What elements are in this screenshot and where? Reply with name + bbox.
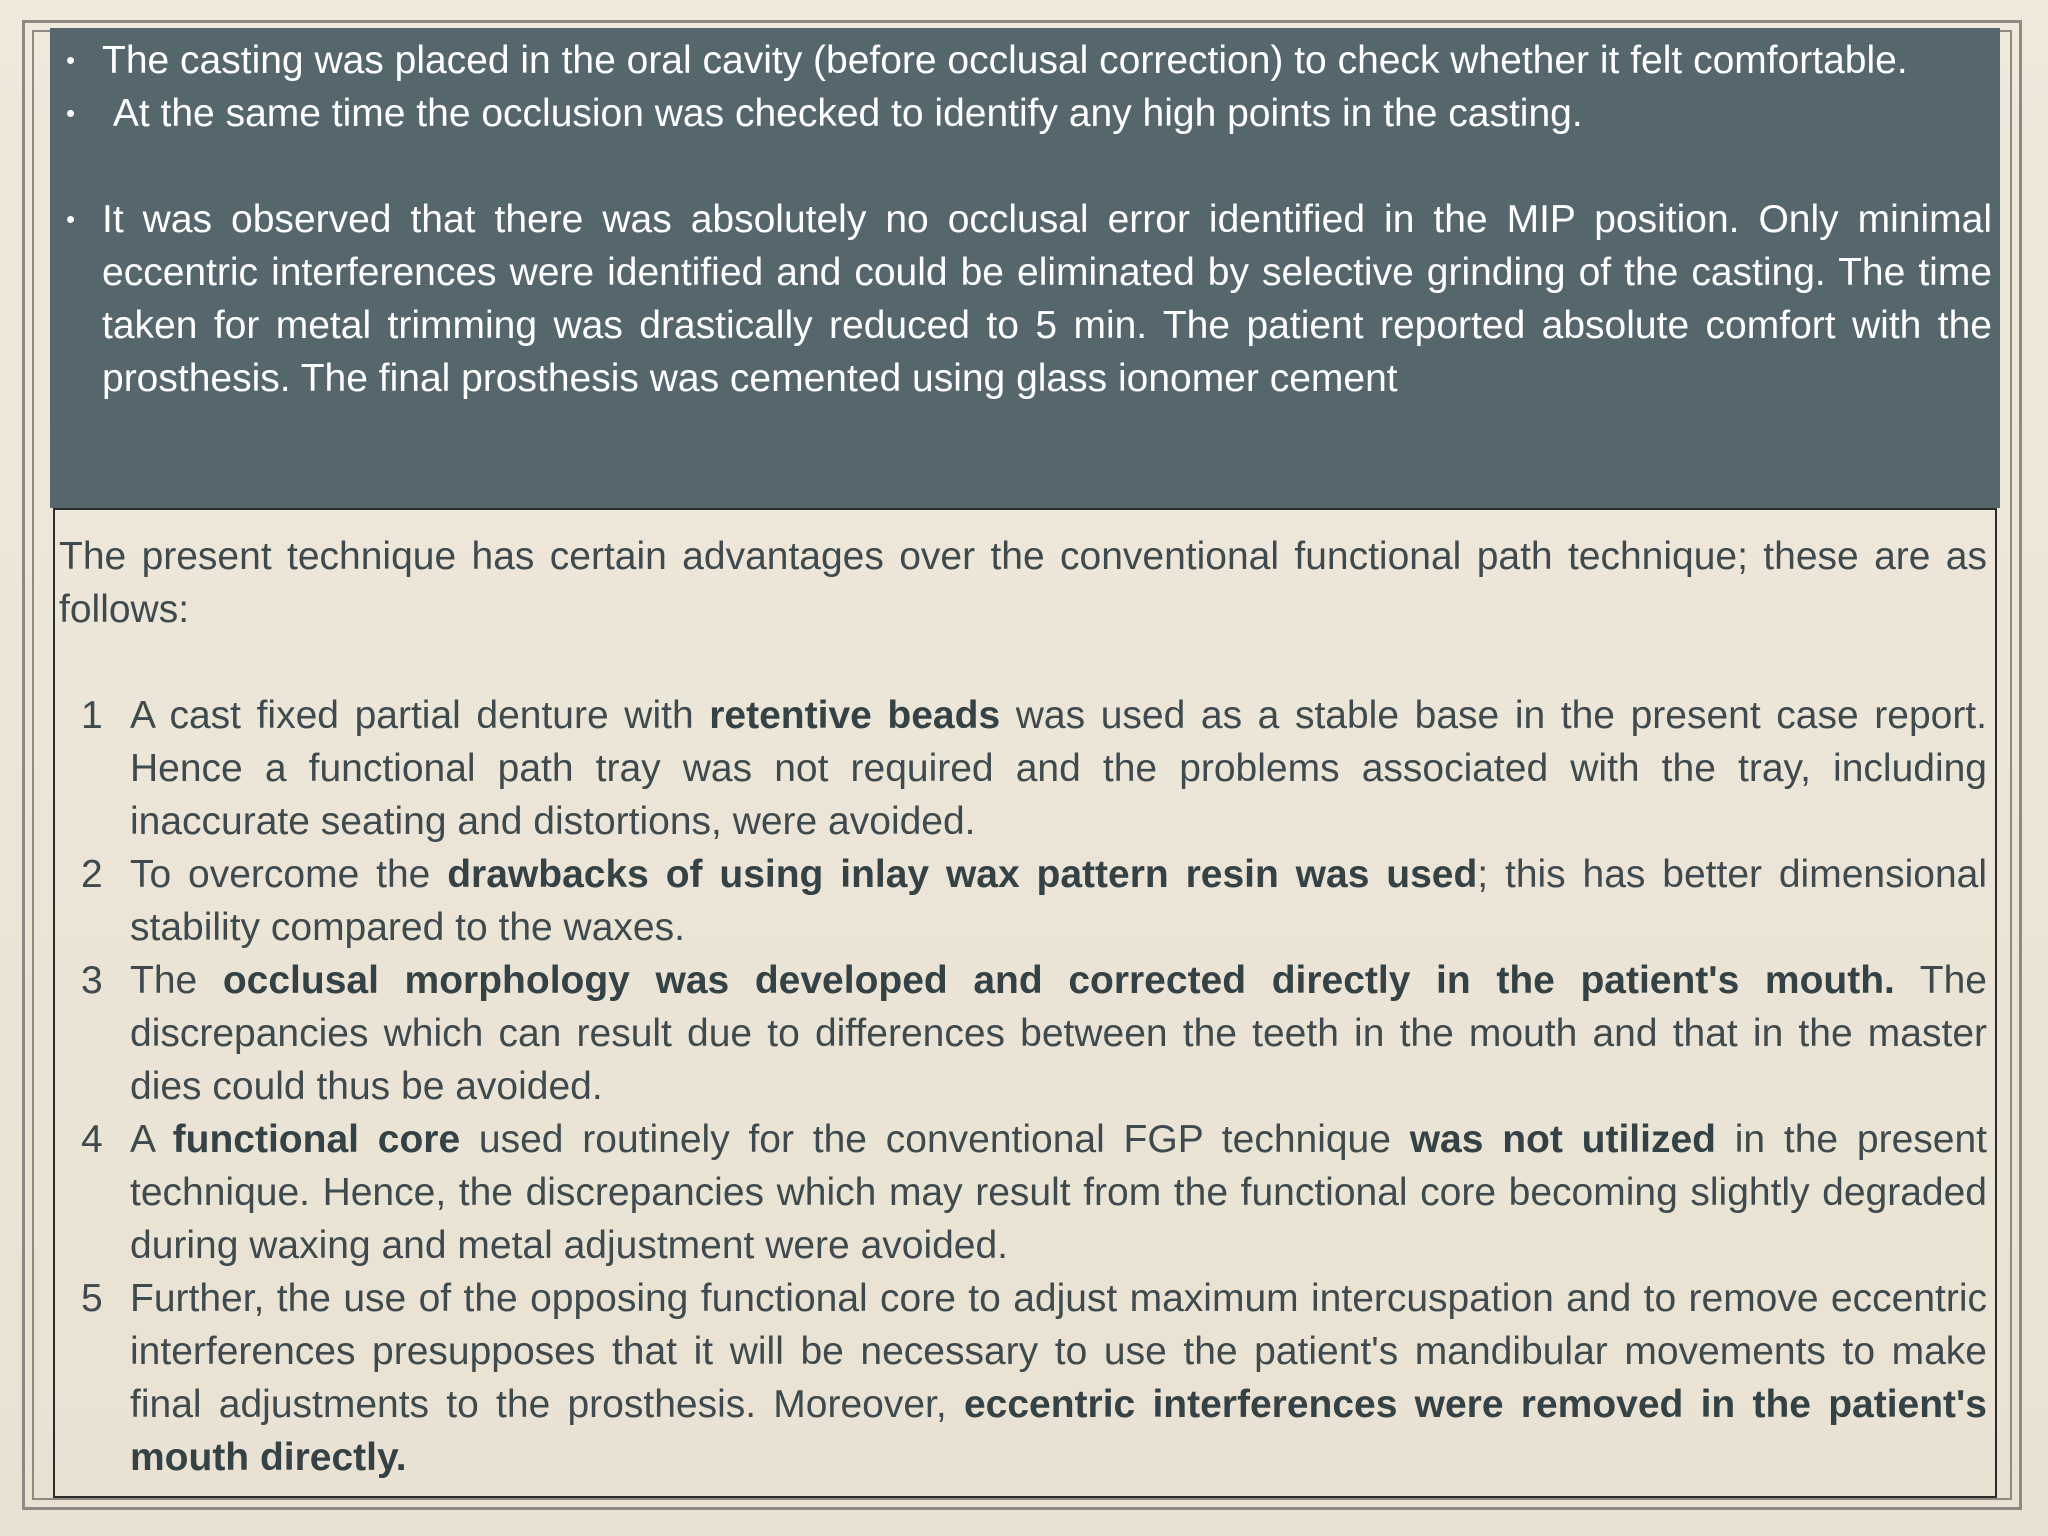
observation-item — [50, 87, 1992, 140]
advantage-text: To overcome the — [130, 853, 448, 896]
advantage-item-2 — [59, 848, 1987, 954]
observation-item — [50, 193, 1992, 405]
advantage-text: used routinely for the conventional FGP technique — [460, 1118, 1410, 1161]
item-number: 1 — [81, 694, 103, 737]
advantage-text: ; this has better dimensional stability compared to the waxes. — [130, 853, 1987, 949]
advantage-text: A — [130, 1118, 173, 1161]
advantage-item-1 — [59, 689, 1987, 848]
advantage-text: was used as a stable base in the present case report. Hence a functional path tray was not required and the problems associated with the tray, including inaccurate seating and distortions, were avoided. — [130, 694, 1987, 843]
advantage-text: A cast fixed partial denture with — [130, 694, 710, 737]
observations-box — [50, 28, 2000, 508]
bullet-icon: • — [66, 45, 76, 75]
item-number: 3 — [81, 959, 103, 1002]
slide-frame-bottom-line — [40, 1498, 2008, 1500]
bullet-icon: • — [66, 98, 76, 128]
observation-text: At the same time the occlusion was checked to identify any high points in the casting. — [102, 92, 1583, 135]
advantage-emphasis: was not utilized — [1409, 1118, 1716, 1161]
advantage-emphasis: retentive beads — [709, 694, 1001, 737]
advantage-emphasis: functional core — [172, 1118, 461, 1161]
advantage-text: The discrepancies which can result due to differences between the teeth in the mouth and that in the master dies could thus be avoided. — [130, 959, 1987, 1108]
advantages-box — [53, 508, 1997, 1498]
advantage-text: Further, the use of the opposing functional core to adjust maximum intercuspation and to remove eccentric interferences presupposes that it will be necessary to use the patient's mandibular movements to make final adjustments to the prosthesis. Moreover, — [130, 1277, 1987, 1426]
advantages-list — [59, 689, 1987, 1484]
advantage-emphasis: occlusal morphology was developed and corrected directly in the patient's mouth. — [222, 959, 1895, 1002]
advantages-intro: The present technique has certain advantages over the conventional functional path technique; these are as follows: — [59, 535, 1987, 631]
item-number: 5 — [81, 1277, 103, 1320]
advantage-text: The — [130, 959, 223, 1002]
item-number: 4 — [81, 1118, 103, 1161]
advantage-item-3 — [59, 954, 1987, 1113]
observation-text: It was observed that there was absolutely no occlusal error identified in the MIP position. Only minimal eccentric interferences were identified and could be eliminated by selective grinding of the casting. The time taken for metal trimming was drastically reduced to 5 min. The patient reported absolute comfort with the prosthesis. The final prosthesis was cemented using glass ionomer cement — [102, 198, 1992, 400]
item-number: 2 — [81, 853, 103, 896]
observations-list — [50, 34, 1992, 405]
observation-item — [50, 34, 1992, 87]
advantage-text: in the present technique. Hence, the discrepancies which may result from the functional core becoming slightly degraded during waxing and metal adjustment were avoided. — [130, 1118, 1987, 1267]
observation-text: The casting was placed in the oral cavity (before occlusal correction) to check whether it felt comfortable. — [102, 39, 1908, 82]
advantage-emphasis: drawbacks of using inlay wax pattern resin was used — [447, 853, 1478, 896]
advantage-item-5 — [59, 1272, 1987, 1484]
advantage-emphasis: eccentric interferences were removed in the patient's mouth directly. — [130, 1383, 1987, 1479]
advantage-item-4 — [59, 1113, 1987, 1272]
bullet-icon: • — [66, 204, 76, 234]
